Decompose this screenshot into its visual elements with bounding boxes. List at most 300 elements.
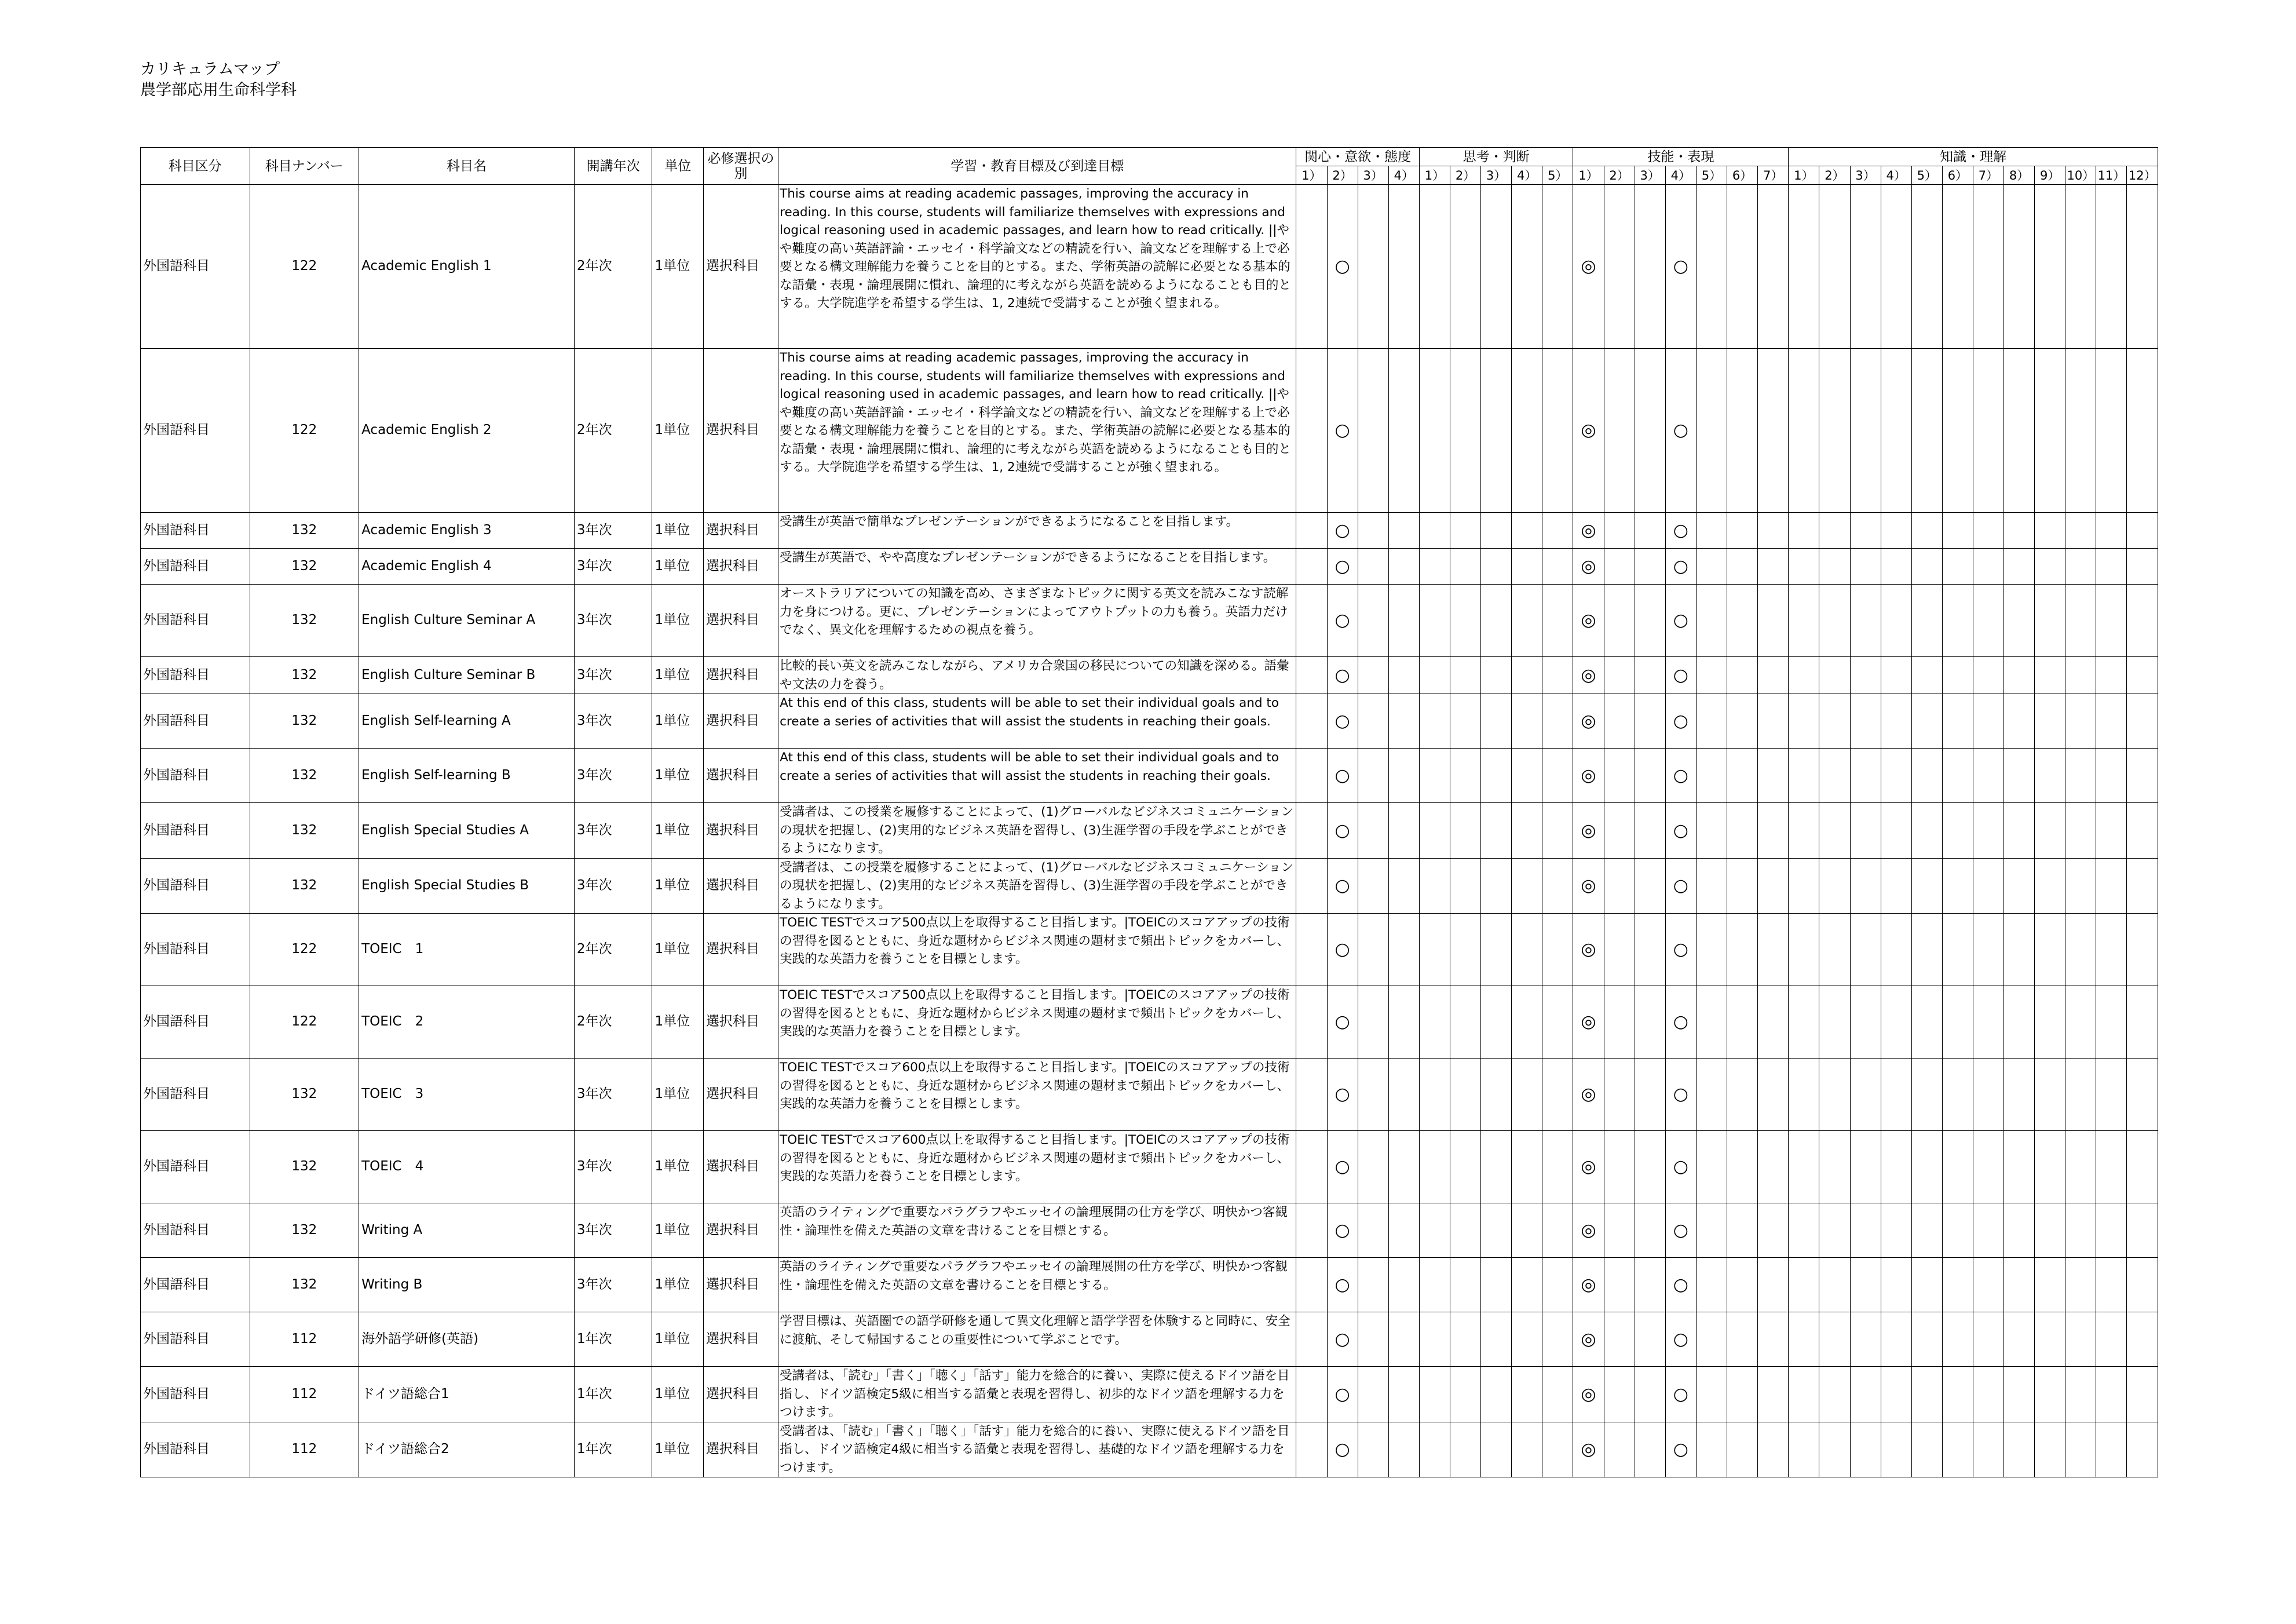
circle-mark: ○ xyxy=(1327,858,1358,914)
empty-mark-cell xyxy=(1542,1367,1573,1422)
header-category: 科目区分 xyxy=(141,148,250,185)
table-row xyxy=(141,914,2158,986)
course-name-cell: TOEIC 4 xyxy=(359,1131,575,1203)
empty-mark-cell xyxy=(1450,986,1480,1059)
table-row xyxy=(141,1312,2158,1367)
circle-mark: ○ xyxy=(1327,1258,1358,1312)
empty-mark-cell xyxy=(1358,694,1388,749)
empty-mark-cell xyxy=(1419,185,1450,349)
empty-mark-cell xyxy=(1696,1312,1727,1367)
empty-mark-cell xyxy=(1758,657,1789,694)
goal-cell: 受講者は、この授業を履修することによって、(1)グローバルなビジネスコミュニケーションの現状を把握し、(2)実用的なビジネス英語を習得し、(3)生涯学習の手段を学ぶことができるようになります。 xyxy=(778,803,1296,859)
course-number-cell: 132 xyxy=(250,549,359,585)
empty-mark-cell xyxy=(1850,1203,1881,1258)
goal-cell: 受講者は、「読む」「書く」「聴く」「話す」能力を総合的に養い、実際に使えるドイツ語を目指し、ドイツ語検定4級に相当する語彙と表現を習得し、基礎的なドイツ語を理解する力をつけます。 xyxy=(778,1422,1296,1477)
empty-mark-cell xyxy=(1358,1367,1388,1422)
category-cell: 外国語科目 xyxy=(141,1059,250,1131)
empty-mark-cell xyxy=(1973,1059,2003,1131)
header-sub-2-4: 5） xyxy=(1696,166,1727,185)
category-cell: 外国語科目 xyxy=(141,185,250,349)
empty-mark-cell xyxy=(1296,349,1327,513)
empty-mark-cell xyxy=(2035,858,2065,914)
double-circle-mark: ◎ xyxy=(1573,513,1604,549)
empty-mark-cell xyxy=(1388,914,1419,986)
table-row xyxy=(141,858,2158,914)
course-number-cell: 132 xyxy=(250,1258,359,1312)
empty-mark-cell xyxy=(2065,986,2096,1059)
category-cell: 外国語科目 xyxy=(141,694,250,749)
empty-mark-cell xyxy=(2035,1312,2065,1367)
empty-mark-cell xyxy=(1358,1203,1388,1258)
empty-mark-cell xyxy=(2065,1131,2096,1203)
empty-mark-cell xyxy=(1512,1367,1542,1422)
empty-mark-cell xyxy=(1758,858,1789,914)
category-cell: 外国語科目 xyxy=(141,914,250,986)
empty-mark-cell xyxy=(1388,858,1419,914)
empty-mark-cell xyxy=(1789,694,1819,749)
empty-mark-cell xyxy=(1758,185,1789,349)
empty-mark-cell xyxy=(2004,1422,2035,1477)
year-cell: 3年次 xyxy=(574,1258,652,1312)
empty-mark-cell xyxy=(1450,185,1480,349)
empty-mark-cell xyxy=(2096,986,2127,1059)
empty-mark-cell xyxy=(1942,549,1973,585)
empty-mark-cell xyxy=(1635,657,1665,694)
year-cell: 3年次 xyxy=(574,803,652,859)
header-sub-0-3: 4） xyxy=(1388,166,1419,185)
header-group-1: 思考・判断 xyxy=(1419,148,1573,166)
header-sub-3-9: 10） xyxy=(2065,166,2096,185)
empty-mark-cell xyxy=(1758,1203,1789,1258)
course-number-cell: 112 xyxy=(250,1367,359,1422)
empty-mark-cell xyxy=(1419,1312,1450,1367)
empty-mark-cell xyxy=(1635,1422,1665,1477)
empty-mark-cell xyxy=(1758,549,1789,585)
empty-mark-cell xyxy=(1481,1367,1512,1422)
double-circle-mark: ◎ xyxy=(1573,749,1604,803)
empty-mark-cell xyxy=(1881,749,1911,803)
course-name-cell: TOEIC 2 xyxy=(359,986,575,1059)
course-name-cell: English Culture Seminar B xyxy=(359,657,575,694)
empty-mark-cell xyxy=(1973,1422,2003,1477)
empty-mark-cell xyxy=(2127,1422,2158,1477)
required-cell: 選択科目 xyxy=(703,1203,778,1258)
circle-mark: ○ xyxy=(1665,1059,1696,1131)
empty-mark-cell xyxy=(1358,1312,1388,1367)
empty-mark-cell xyxy=(1789,349,1819,513)
empty-mark-cell xyxy=(1696,585,1727,657)
double-circle-mark: ◎ xyxy=(1573,185,1604,349)
credits-cell: 1単位 xyxy=(652,1312,703,1367)
required-cell: 選択科目 xyxy=(703,549,778,585)
empty-mark-cell xyxy=(1604,585,1635,657)
goal-cell: 英語のライティングで重要なパラグラフやエッセイの論理展開の仕方を学び、明快かつ客観性・論理性を備えた英語の文章を書けることを目標とする。 xyxy=(778,1258,1296,1312)
empty-mark-cell xyxy=(2035,749,2065,803)
empty-mark-cell xyxy=(1635,914,1665,986)
empty-mark-cell xyxy=(1819,914,1850,986)
empty-mark-cell xyxy=(1450,513,1480,549)
course-name-cell: Writing B xyxy=(359,1258,575,1312)
empty-mark-cell xyxy=(2035,657,2065,694)
credits-cell: 1単位 xyxy=(652,986,703,1059)
empty-mark-cell xyxy=(1419,657,1450,694)
empty-mark-cell xyxy=(2127,585,2158,657)
empty-mark-cell xyxy=(1604,803,1635,859)
empty-mark-cell xyxy=(1296,585,1327,657)
empty-mark-cell xyxy=(2035,349,2065,513)
empty-mark-cell xyxy=(1635,1312,1665,1367)
empty-mark-cell xyxy=(1358,1059,1388,1131)
circle-mark: ○ xyxy=(1665,749,1696,803)
empty-mark-cell xyxy=(2127,657,2158,694)
empty-mark-cell xyxy=(1942,585,1973,657)
empty-mark-cell xyxy=(2004,1258,2035,1312)
empty-mark-cell xyxy=(1758,694,1789,749)
empty-mark-cell xyxy=(1727,349,1758,513)
empty-mark-cell xyxy=(1542,914,1573,986)
course-name-cell: Academic English 2 xyxy=(359,349,575,513)
empty-mark-cell xyxy=(1388,1258,1419,1312)
empty-mark-cell xyxy=(1850,986,1881,1059)
empty-mark-cell xyxy=(1973,986,2003,1059)
empty-mark-cell xyxy=(1942,914,1973,986)
header-sub-3-6: 7） xyxy=(1973,166,2003,185)
empty-mark-cell xyxy=(1296,1422,1327,1477)
goal-cell: 受講者は、「読む」「書く」「聴く」「話す」能力を総合的に養い、実際に使えるドイツ語を目指し、ドイツ語検定5級に相当する語彙と表現を習得し、初歩的なドイツ語を理解する力をつけます。 xyxy=(778,1367,1296,1422)
empty-mark-cell xyxy=(2127,803,2158,859)
empty-mark-cell xyxy=(1358,1258,1388,1312)
header-sub-0-2: 3） xyxy=(1358,166,1388,185)
empty-mark-cell xyxy=(1296,513,1327,549)
header-sub-0-1: 2） xyxy=(1327,166,1358,185)
credits-cell: 1単位 xyxy=(652,694,703,749)
empty-mark-cell xyxy=(1542,349,1573,513)
empty-mark-cell xyxy=(1819,858,1850,914)
double-circle-mark: ◎ xyxy=(1573,1312,1604,1367)
empty-mark-cell xyxy=(1727,858,1758,914)
header-sub-3-5: 6） xyxy=(1942,166,1973,185)
empty-mark-cell xyxy=(1604,1422,1635,1477)
empty-mark-cell xyxy=(1942,657,1973,694)
empty-mark-cell xyxy=(1973,1131,2003,1203)
empty-mark-cell xyxy=(1789,1059,1819,1131)
empty-mark-cell xyxy=(1542,694,1573,749)
empty-mark-cell xyxy=(1388,585,1419,657)
course-name-cell: English Culture Seminar A xyxy=(359,585,575,657)
double-circle-mark: ◎ xyxy=(1573,858,1604,914)
circle-mark: ○ xyxy=(1665,349,1696,513)
empty-mark-cell xyxy=(2004,1131,2035,1203)
circle-mark: ○ xyxy=(1327,657,1358,694)
empty-mark-cell xyxy=(1542,513,1573,549)
empty-mark-cell xyxy=(1850,585,1881,657)
credits-cell: 1単位 xyxy=(652,549,703,585)
empty-mark-cell xyxy=(1819,1203,1850,1258)
empty-mark-cell xyxy=(1758,1312,1789,1367)
empty-mark-cell xyxy=(1727,986,1758,1059)
empty-mark-cell xyxy=(2065,803,2096,859)
empty-mark-cell xyxy=(1419,1367,1450,1422)
category-cell: 外国語科目 xyxy=(141,349,250,513)
course-name-cell: English Special Studies B xyxy=(359,858,575,914)
circle-mark: ○ xyxy=(1665,185,1696,349)
empty-mark-cell xyxy=(2096,1059,2127,1131)
empty-mark-cell xyxy=(1296,858,1327,914)
empty-mark-cell xyxy=(1388,513,1419,549)
empty-mark-cell xyxy=(1973,803,2003,859)
course-number-cell: 132 xyxy=(250,513,359,549)
empty-mark-cell xyxy=(1542,858,1573,914)
course-number-cell: 112 xyxy=(250,1422,359,1477)
empty-mark-cell xyxy=(1819,1258,1850,1312)
empty-mark-cell xyxy=(1481,657,1512,694)
year-cell: 3年次 xyxy=(574,657,652,694)
empty-mark-cell xyxy=(1911,1367,1942,1422)
circle-mark: ○ xyxy=(1327,1131,1358,1203)
empty-mark-cell xyxy=(1450,914,1480,986)
empty-mark-cell xyxy=(1881,694,1911,749)
empty-mark-cell xyxy=(2004,549,2035,585)
course-name-cell: Academic English 1 xyxy=(359,185,575,349)
required-cell: 選択科目 xyxy=(703,513,778,549)
year-cell: 3年次 xyxy=(574,1131,652,1203)
empty-mark-cell xyxy=(1635,694,1665,749)
empty-mark-cell xyxy=(1819,1131,1850,1203)
empty-mark-cell xyxy=(1973,749,2003,803)
year-cell: 1年次 xyxy=(574,1367,652,1422)
empty-mark-cell xyxy=(1727,1422,1758,1477)
empty-mark-cell xyxy=(1512,858,1542,914)
credits-cell: 1単位 xyxy=(652,1422,703,1477)
credits-cell: 1単位 xyxy=(652,749,703,803)
empty-mark-cell xyxy=(1481,803,1512,859)
header-sub-2-2: 3） xyxy=(1635,166,1665,185)
empty-mark-cell xyxy=(1419,986,1450,1059)
empty-mark-cell xyxy=(1789,749,1819,803)
empty-mark-cell xyxy=(2035,1422,2065,1477)
required-cell: 選択科目 xyxy=(703,803,778,859)
empty-mark-cell xyxy=(2065,914,2096,986)
empty-mark-cell xyxy=(2004,585,2035,657)
empty-mark-cell xyxy=(1911,694,1942,749)
empty-mark-cell xyxy=(1604,1059,1635,1131)
empty-mark-cell xyxy=(2004,914,2035,986)
empty-mark-cell xyxy=(1388,1203,1419,1258)
empty-mark-cell xyxy=(1696,513,1727,549)
empty-mark-cell xyxy=(1942,858,1973,914)
double-circle-mark: ◎ xyxy=(1573,585,1604,657)
empty-mark-cell xyxy=(1450,749,1480,803)
category-cell: 外国語科目 xyxy=(141,986,250,1059)
empty-mark-cell xyxy=(1604,1258,1635,1312)
empty-mark-cell xyxy=(2065,1059,2096,1131)
empty-mark-cell xyxy=(1696,1203,1727,1258)
circle-mark: ○ xyxy=(1665,513,1696,549)
table-row xyxy=(141,1203,2158,1258)
empty-mark-cell xyxy=(1604,1131,1635,1203)
empty-mark-cell xyxy=(1819,185,1850,349)
empty-mark-cell xyxy=(2035,694,2065,749)
empty-mark-cell xyxy=(1512,513,1542,549)
circle-mark: ○ xyxy=(1327,749,1358,803)
header-sub-3-10: 11） xyxy=(2096,166,2127,185)
empty-mark-cell xyxy=(1388,185,1419,349)
circle-mark: ○ xyxy=(1327,1422,1358,1477)
empty-mark-cell xyxy=(1296,1059,1327,1131)
empty-mark-cell xyxy=(1881,858,1911,914)
empty-mark-cell xyxy=(2035,1059,2065,1131)
credits-cell: 1単位 xyxy=(652,1367,703,1422)
empty-mark-cell xyxy=(1388,1312,1419,1367)
header-group-3: 知識・理解 xyxy=(1789,148,2158,166)
empty-mark-cell xyxy=(1388,349,1419,513)
empty-mark-cell xyxy=(1481,1422,1512,1477)
circle-mark: ○ xyxy=(1327,349,1358,513)
empty-mark-cell xyxy=(2004,1203,2035,1258)
empty-mark-cell xyxy=(1789,1203,1819,1258)
circle-mark: ○ xyxy=(1327,549,1358,585)
empty-mark-cell xyxy=(1881,185,1911,349)
double-circle-mark: ◎ xyxy=(1573,657,1604,694)
year-cell: 1年次 xyxy=(574,1312,652,1367)
empty-mark-cell xyxy=(2004,858,2035,914)
empty-mark-cell xyxy=(1419,1203,1450,1258)
double-circle-mark: ◎ xyxy=(1573,349,1604,513)
goal-cell: 比較的長い英文を読みこなしながら、アメリカ合衆国の移民についての知識を深める。語彙や文法の力を養う。 xyxy=(778,657,1296,694)
credits-cell: 1単位 xyxy=(652,513,703,549)
table-row xyxy=(141,585,2158,657)
empty-mark-cell xyxy=(1850,858,1881,914)
empty-mark-cell xyxy=(2035,803,2065,859)
empty-mark-cell xyxy=(1450,694,1480,749)
circle-mark: ○ xyxy=(1665,1203,1696,1258)
empty-mark-cell xyxy=(2035,549,2065,585)
goal-cell: TOEIC TESTでスコア500点以上を取得すること目指します。|TOEICのスコアアップの技術の習得を図るとともに、身近な題材からビジネス関連の題材まで頻出トピックをカバーし、実践的な英語力を養うことを目標とします。 xyxy=(778,986,1296,1059)
credits-cell: 1単位 xyxy=(652,914,703,986)
empty-mark-cell xyxy=(1758,1422,1789,1477)
required-cell: 選択科目 xyxy=(703,349,778,513)
empty-mark-cell xyxy=(1758,803,1789,859)
empty-mark-cell xyxy=(1604,657,1635,694)
empty-mark-cell xyxy=(1358,185,1388,349)
empty-mark-cell xyxy=(1542,1059,1573,1131)
table-body xyxy=(141,185,2158,1477)
empty-mark-cell xyxy=(2065,585,2096,657)
empty-mark-cell xyxy=(2065,1258,2096,1312)
empty-mark-cell xyxy=(2096,1312,2127,1367)
empty-mark-cell xyxy=(2065,185,2096,349)
empty-mark-cell xyxy=(1419,1059,1450,1131)
empty-mark-cell xyxy=(1758,349,1789,513)
document-header xyxy=(140,59,297,101)
empty-mark-cell xyxy=(1696,1131,1727,1203)
empty-mark-cell xyxy=(1419,1131,1450,1203)
empty-mark-cell xyxy=(1696,185,1727,349)
course-number-cell: 132 xyxy=(250,803,359,859)
empty-mark-cell xyxy=(1819,749,1850,803)
empty-mark-cell xyxy=(2065,513,2096,549)
document-title: カリキュラムマップ xyxy=(140,60,280,78)
goal-cell: TOEIC TESTでスコア600点以上を取得すること目指します。|TOEICのスコアアップの技術の習得を図るとともに、身近な題材からビジネス関連の題材まで頻出トピックをカバーし、実践的な英語力を養うことを目標とします。 xyxy=(778,1059,1296,1131)
double-circle-mark: ◎ xyxy=(1573,1131,1604,1203)
empty-mark-cell xyxy=(1635,1131,1665,1203)
empty-mark-cell xyxy=(1542,185,1573,349)
empty-mark-cell xyxy=(1911,513,1942,549)
empty-mark-cell xyxy=(1758,1059,1789,1131)
header-goals: 学習・教育目標及び到達目標 xyxy=(778,148,1296,185)
category-cell: 外国語科目 xyxy=(141,1422,250,1477)
empty-mark-cell xyxy=(2004,513,2035,549)
empty-mark-cell xyxy=(1296,1367,1327,1422)
category-cell: 外国語科目 xyxy=(141,513,250,549)
empty-mark-cell xyxy=(1635,1258,1665,1312)
year-cell: 1年次 xyxy=(574,1422,652,1477)
empty-mark-cell xyxy=(1419,549,1450,585)
goal-cell: At this end of this class, students will be able to set their individual goals and to create a series of activities that will assist the students in reaching their goals. xyxy=(778,694,1296,749)
empty-mark-cell xyxy=(1942,185,1973,349)
empty-mark-cell xyxy=(1819,585,1850,657)
empty-mark-cell xyxy=(1911,1258,1942,1312)
empty-mark-cell xyxy=(1942,694,1973,749)
empty-mark-cell xyxy=(1881,1367,1911,1422)
category-cell: 外国語科目 xyxy=(141,1312,250,1367)
empty-mark-cell xyxy=(2127,1258,2158,1312)
goal-cell: This course aims at reading academic passages, improving the accuracy in reading. In this course, students will familiarize themselves with expressions and logical reasoning used in academic passages, and learn how to read critically. ||やや難度の高い英語評論・エッセイ・科学論文などの精読を行い、論文などを理解する上で必要となる構文理解能力を養うことを目的とする。また、学術英語の読解に必要となる基本的な語彙・表現・論理展開に慣れ、論理的に考えながら英語を読めるようになることも目的とする。大学院進学を希望する学生は、1, 2連続で受講することが強く望まれる。 xyxy=(778,185,1296,349)
empty-mark-cell xyxy=(1727,585,1758,657)
header-group-0: 関心・意欲・態度 xyxy=(1296,148,1419,166)
header-sub-2-3: 4） xyxy=(1665,166,1696,185)
required-cell: 選択科目 xyxy=(703,657,778,694)
empty-mark-cell xyxy=(1296,1131,1327,1203)
double-circle-mark: ◎ xyxy=(1573,914,1604,986)
empty-mark-cell xyxy=(2035,585,2065,657)
empty-mark-cell xyxy=(1911,986,1942,1059)
empty-mark-cell xyxy=(1635,513,1665,549)
empty-mark-cell xyxy=(1911,549,1942,585)
category-cell: 外国語科目 xyxy=(141,1131,250,1203)
empty-mark-cell xyxy=(1973,858,2003,914)
empty-mark-cell xyxy=(2035,986,2065,1059)
empty-mark-cell xyxy=(1296,1312,1327,1367)
empty-mark-cell xyxy=(1789,1367,1819,1422)
double-circle-mark: ◎ xyxy=(1573,1367,1604,1422)
empty-mark-cell xyxy=(2004,749,2035,803)
empty-mark-cell xyxy=(2127,549,2158,585)
header-sub-1-0: 1） xyxy=(1419,166,1450,185)
circle-mark: ○ xyxy=(1665,549,1696,585)
empty-mark-cell xyxy=(1819,349,1850,513)
empty-mark-cell xyxy=(1850,549,1881,585)
empty-mark-cell xyxy=(1481,185,1512,349)
empty-mark-cell xyxy=(1696,549,1727,585)
empty-mark-cell xyxy=(1881,1258,1911,1312)
empty-mark-cell xyxy=(1450,549,1480,585)
empty-mark-cell xyxy=(1973,1258,2003,1312)
course-name-cell: Writing A xyxy=(359,1203,575,1258)
course-name-cell: Academic English 3 xyxy=(359,513,575,549)
empty-mark-cell xyxy=(1388,694,1419,749)
header-sub-2-0: 1） xyxy=(1573,166,1604,185)
circle-mark: ○ xyxy=(1665,1131,1696,1203)
empty-mark-cell xyxy=(1542,1203,1573,1258)
empty-mark-cell xyxy=(1358,914,1388,986)
empty-mark-cell xyxy=(2096,585,2127,657)
empty-mark-cell xyxy=(1450,1312,1480,1367)
empty-mark-cell xyxy=(1911,1203,1942,1258)
empty-mark-cell xyxy=(2004,803,2035,859)
year-cell: 3年次 xyxy=(574,1059,652,1131)
empty-mark-cell xyxy=(2096,185,2127,349)
